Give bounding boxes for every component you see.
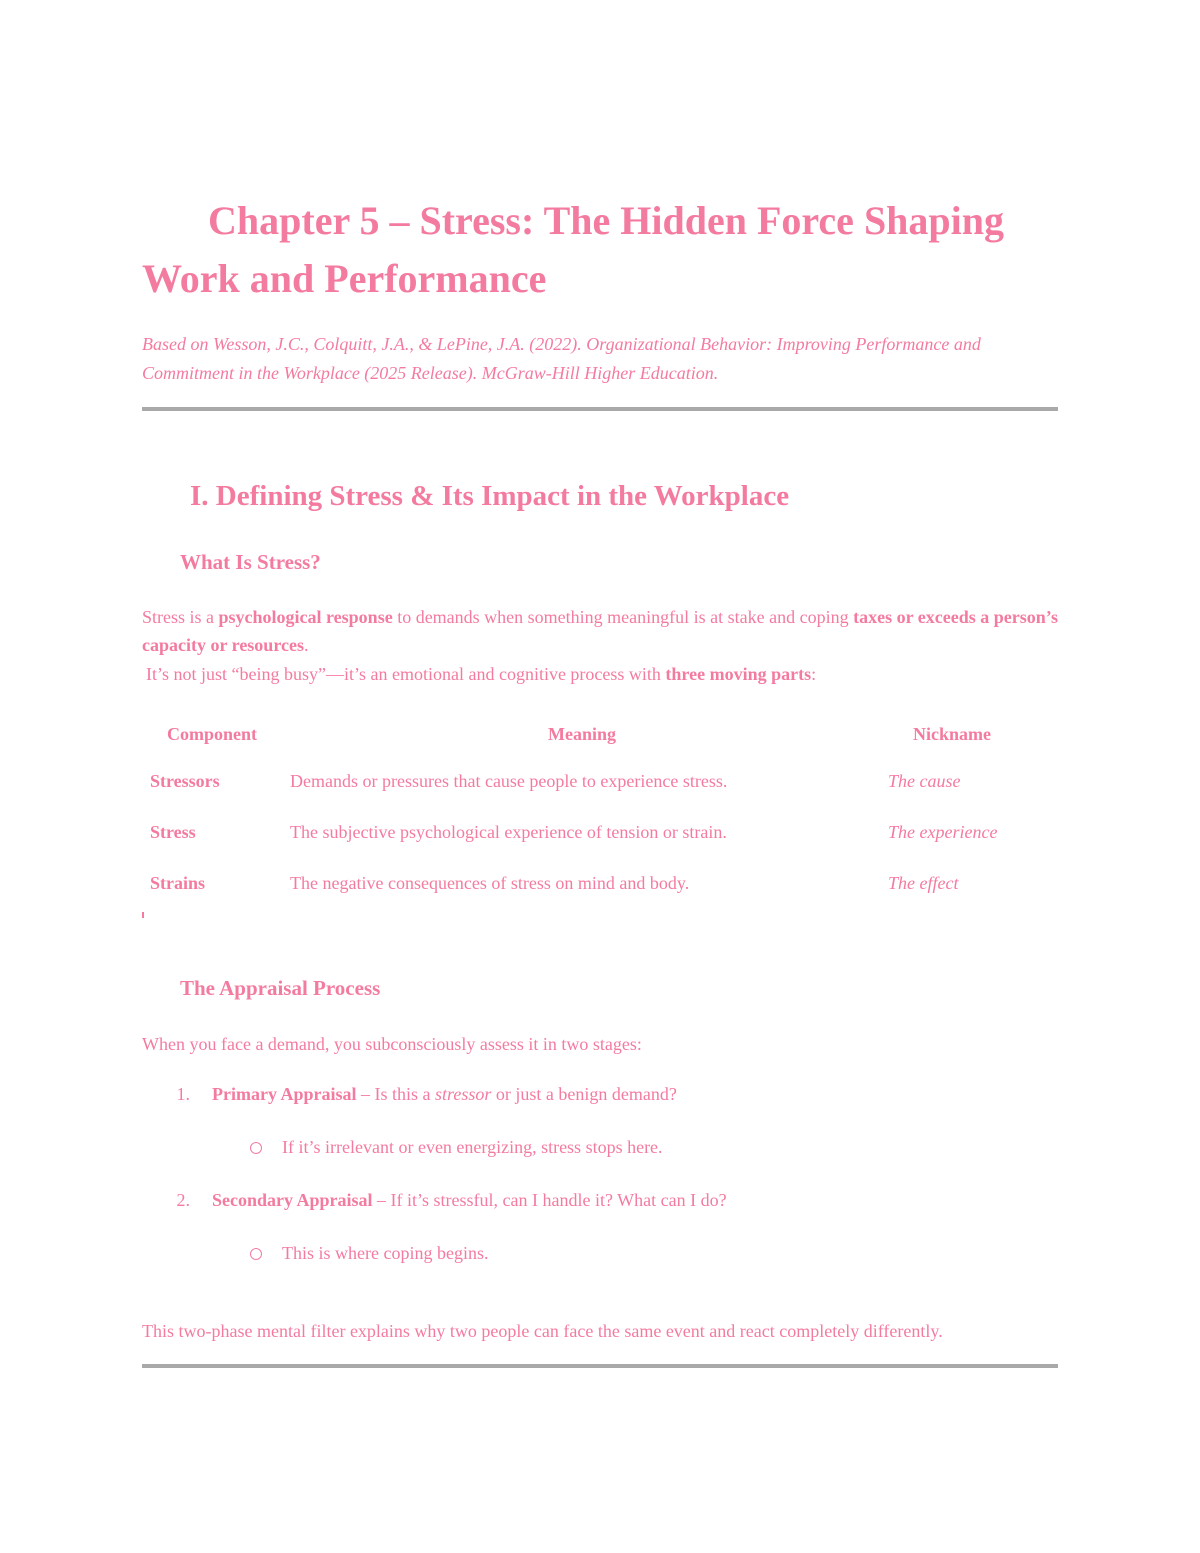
circle-bullet-icon	[250, 1248, 262, 1260]
subheading-what-is-stress: What Is Stress?	[180, 550, 321, 574]
list-number: 2.	[176, 1190, 190, 1210]
meaning-cell: The subjective psychological experience of tension or strain.	[290, 822, 727, 842]
table-row	[142, 807, 1022, 858]
bold-text: psychological response	[218, 607, 393, 627]
text-run: – If it’s stressful, can I handle it? What can I do?	[372, 1190, 727, 1210]
column-header-component: Component	[166, 723, 257, 744]
citation: Based on Wesson, J.C., Colquitt, J.A., & LePine, J.A. (2022). Organizational Behavior: Improving Performance and Commitment in the Workplace (2025 Release). McGraw-Hill Higher Education.	[142, 334, 981, 383]
column-header-nickname: Nickname	[913, 723, 991, 744]
component-cell: Strains	[150, 873, 206, 893]
text-run: :	[811, 664, 817, 684]
text-run: It’s not just “being busy”—it’s an emotional and cognitive process with	[146, 664, 666, 684]
appraisal-intro: When you face a demand, you subconsciously assess it in two stages:	[142, 1034, 642, 1054]
subheading-appraisal-process: The Appraisal Process	[180, 976, 381, 1000]
bold-text: taxes or exceeds a person’s capacity or resources	[142, 607, 1059, 655]
step-label: Secondary Appraisal	[212, 1190, 373, 1210]
meaning-cell: Demands or pressures that cause people to experience stress.	[290, 771, 728, 791]
nickname-cell: The effect	[888, 873, 959, 893]
text-run: – Is this a	[356, 1084, 435, 1104]
column-header-meaning: Meaning	[547, 723, 616, 744]
horizontal-divider	[142, 407, 1058, 411]
meaning-cell: The negative consequences of stress on mind and body.	[290, 873, 690, 893]
definition-paragraph	[142, 603, 1062, 659]
list-item-text	[212, 1186, 727, 1214]
emphasis-text: stressor	[435, 1084, 492, 1104]
text-run: .	[303, 635, 309, 655]
list-item-text	[212, 1080, 677, 1108]
circle-bullet-icon	[250, 1142, 262, 1154]
sub-item-text: This is where coping begins.	[282, 1243, 489, 1263]
step-label: Primary Appraisal	[212, 1084, 357, 1104]
text-run: or just a benign demand?	[491, 1084, 677, 1104]
sub-item-text: If it’s irrelevant or even energizing, stress stops here.	[282, 1137, 663, 1157]
list-number: 1.	[176, 1084, 190, 1104]
bold-text: three moving parts	[665, 664, 812, 684]
horizontal-divider	[142, 1364, 1058, 1368]
components-table	[142, 712, 1022, 909]
section-heading: I. Defining Stress & Its Impact in the Workplace	[190, 480, 790, 512]
component-cell: Stressors	[150, 771, 220, 791]
stray-mark	[142, 912, 144, 918]
text-run: Stress is a	[142, 607, 219, 627]
table-row	[142, 756, 1022, 807]
closing-paragraph: This two-phase mental filter explains why two people can face the same event and react completely differently.	[142, 1321, 943, 1341]
chapter-title: Chapter 5 – Stress: The Hidden Force Shaping Work and Performance	[142, 198, 1005, 301]
text-run: to demands when something meaningful is at stake and coping	[392, 607, 854, 627]
nickname-cell: The experience	[888, 822, 998, 842]
table-row	[142, 858, 1022, 909]
table-header-row	[142, 712, 1022, 756]
nickname-cell: The cause	[888, 771, 961, 791]
explanation-paragraph	[146, 660, 1066, 688]
component-cell: Stress	[150, 822, 196, 842]
